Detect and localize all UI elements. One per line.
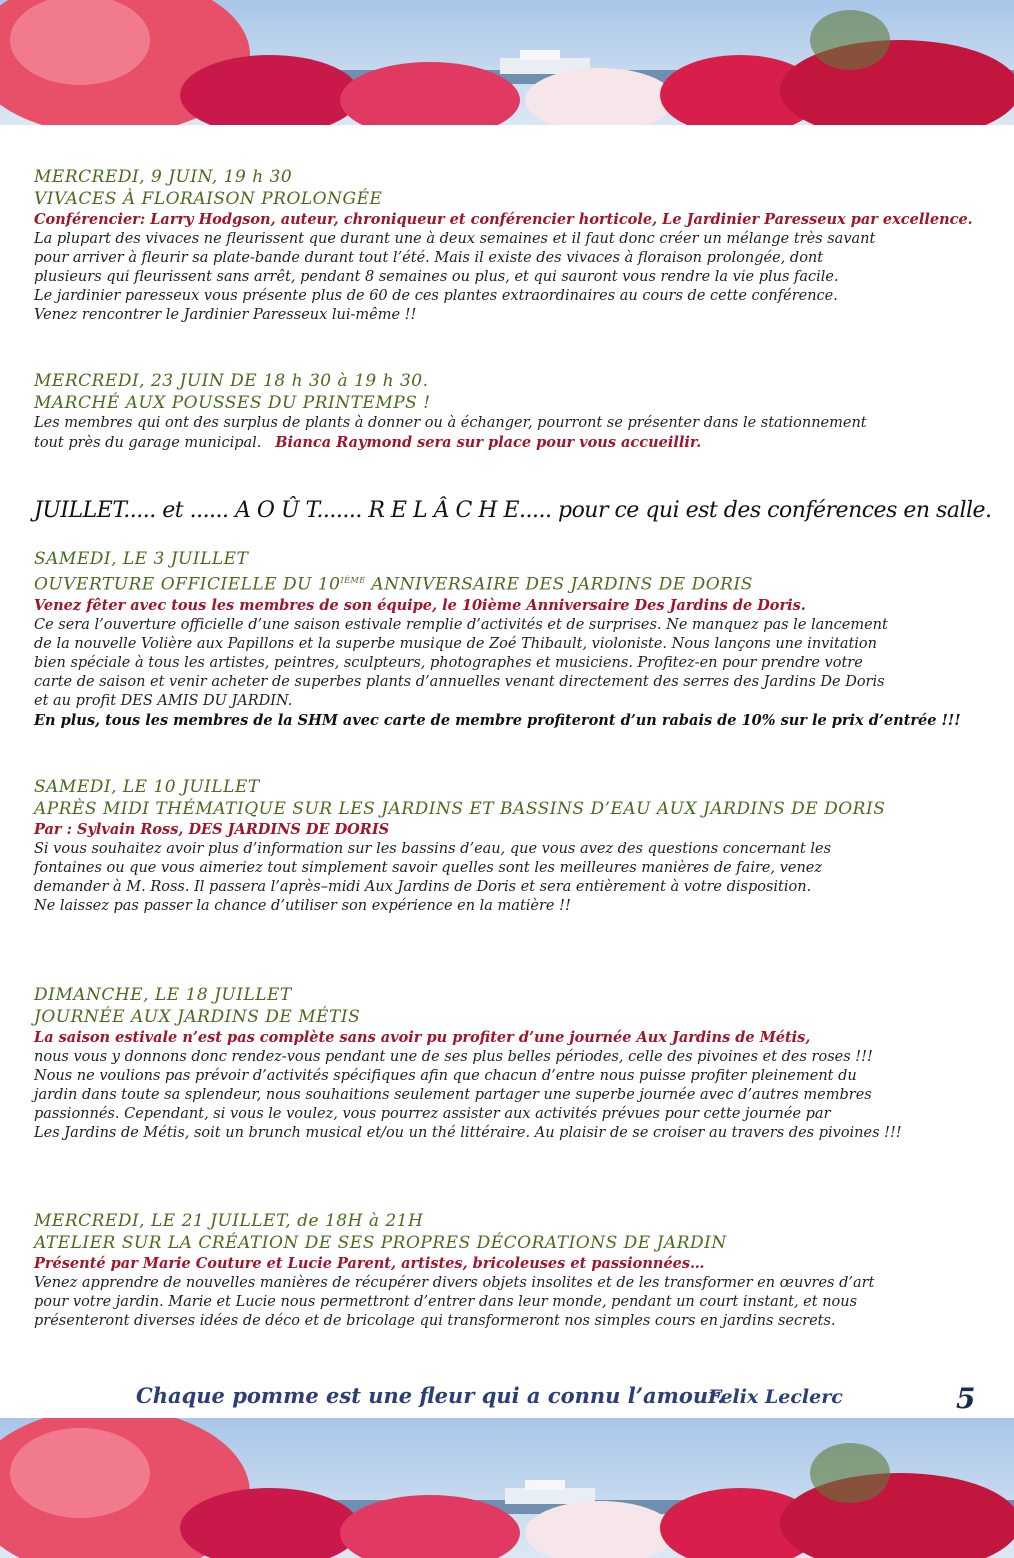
welcome-note: Bianca Raymond sera sur place pour vous accueillir.	[275, 434, 702, 451]
event-block	[34, 984, 984, 1143]
body-line: Ne laissez pas passer la chance d’utiliser son expérience en la matière !!	[34, 898, 571, 914]
event-title: VIVACES À FLORAISON PROLONGÉE	[34, 189, 383, 209]
body-line: Ce sera l’ouverture officielle d’une saison estivale remplie d’activités et de surprises. Ne manquez pas le lancement	[34, 616, 888, 633]
body-line: pour arriver à fleurir sa plate-bande durant tout l’été. Mais il existe des vivaces à floraison prolongée, dont	[34, 250, 824, 266]
event-lead: Venez fêter avec tous les membres de son équipe, le 10ième Anniversaire Des Jardins de Doris.	[34, 596, 806, 614]
event-block	[34, 548, 984, 731]
footer-quote: Chaque pomme est une fleur qui a connu l’amour.	[136, 1383, 725, 1408]
event-title: JOURNÉE AUX JARDINS DE MÉTIS	[34, 1007, 361, 1027]
top-flower-banner	[0, 0, 1014, 125]
event-body	[34, 1048, 984, 1143]
event-date: DIMANCHE, LE 18 JUILLET	[34, 985, 292, 1005]
event-lead: La saison estivale n’est pas complète sans avoir pu profiter d’une journée Aux Jardins de Métis,	[34, 1029, 811, 1046]
event-title: MARCHÉ AUX POUSSES DU PRINTEMPS !	[34, 393, 431, 413]
body-line: Les Jardins de Métis, soit un brunch musical et/ou un thé littéraire. Au plaisir de se croiser au travers des pivoines !!!	[34, 1125, 902, 1141]
body-line: demander à M. Ross. Il passera l’après–midi Aux Jardins de Doris et sera entièrement à votre disposition.	[34, 879, 812, 895]
body-line: fontaines ou que vous aimeriez tout simplement savoir quelles sont les meilleures manières de faire, venez	[34, 860, 823, 876]
event-date: SAMEDI, LE 10 JUILLET	[34, 777, 260, 797]
bottom-flower-banner	[0, 1418, 1014, 1558]
body-line: jardin dans toute sa splendeur, nous souhaitions seulement partager une superbe journée avec d’autres membres	[34, 1087, 872, 1103]
event-lead: Conférencier: Larry Hodgson, auteur, chroniqueur et conférencier horticole, Le Jardinier Paresseux par excellence.	[34, 211, 973, 228]
event-title	[34, 570, 984, 596]
body-line: Les membres qui ont des surplus de plants à donner ou à échanger, pourront se présenter dans le stationnement	[34, 415, 867, 431]
relache-notice: JUILLET..... et ...... A O Û T....... R E L Â C H E..... pour ce qui est des conférences en salle.	[34, 498, 992, 523]
title-part: OUVERTURE OFFICIELLE DU 10	[34, 574, 341, 595]
body-line: pour votre jardin. Marie et Lucie nous permettront d’entrer dans leur monde, pendant un court instant, et nous	[34, 1294, 858, 1310]
event-block	[34, 1210, 984, 1331]
event-block	[34, 370, 984, 453]
event-body	[34, 230, 984, 325]
title-superscript: IÈME	[340, 576, 366, 585]
event-block	[34, 776, 984, 916]
event-body	[34, 414, 984, 453]
event-body	[34, 1274, 984, 1331]
page-number: 5	[956, 1382, 976, 1415]
body-line: présenteront diverses idées de déco et de bricolage qui transformeront nos simples cours en jardins secrets.	[34, 1313, 836, 1329]
body-line: de la nouvelle Volière aux Papillons et la superbe musique de Zoé Thibault, violoniste. Nous lançons une invitation	[34, 635, 877, 652]
body-line	[34, 433, 984, 453]
body-line: Le jardinier paresseux vous présente plus de 60 de ces plantes extraordinaires au cours de cette conférence.	[34, 288, 838, 304]
body-line: Si vous souhaitez avoir plus d’information sur les bassins d’eau, que vous avez des questions concernant les	[34, 841, 832, 857]
event-lead: Présenté par Marie Couture et Lucie Parent, artistes, bricoleuses et passionnées…	[34, 1255, 705, 1272]
body-line: Venez apprendre de nouvelles manières de récupérer divers objets insolites et de les transformer en œuvres d’art	[34, 1275, 875, 1291]
body-line: nous vous y donnons donc rendez-vous pendant une de ses plus belles périodes, celle des pivoines et des roses !!!	[34, 1049, 873, 1065]
event-date: SAMEDI, LE 3 JUILLET	[34, 549, 249, 569]
event-date: MERCREDI, 9 JUIN, 19 h 30	[34, 167, 293, 187]
member-discount: En plus, tous les membres de la SHM avec carte de membre profiteront d’un rabais de 10% sur le prix d’entrée !!!	[34, 711, 961, 729]
event-body	[34, 840, 984, 916]
event-block	[34, 166, 984, 325]
body-line: passionnés. Cependant, si vous le voulez, vous pourrez assister aux activités prévues pour cette journée par	[34, 1106, 831, 1122]
body-line: Venez rencontrer le Jardinier Paresseux lui-même !!	[34, 307, 417, 323]
event-date: MERCREDI, 23 JUIN DE 18 h 30 à 19 h 30.	[34, 371, 429, 391]
event-date: MERCREDI, LE 21 JUILLET, de 18H à 21H	[34, 1211, 424, 1231]
quote-author: Felix Leclerc	[708, 1386, 843, 1408]
body-line: et au profit DES AMIS DU JARDIN.	[34, 692, 293, 709]
body-line: Nous ne voulions pas prévoir d’activités spécifiques afin que chacun d’entre nous puisse profiter pleinement du	[34, 1068, 857, 1084]
body-line-text: tout près du garage municipal.	[34, 435, 262, 451]
body-line: plusieurs qui fleurissent sans arrêt, pendant 8 semaines ou plus, et qui sauront vous rendre la vie plus facile.	[34, 269, 839, 285]
event-lead: Par : Sylvain Ross, DES JARDINS DE DORIS	[34, 821, 390, 838]
title-part: ANNIVERSAIRE DES JARDINS DE DORIS	[365, 574, 753, 595]
body-line: carte de saison et venir acheter de superbes plants d’annuelles venant directement des serres des Jardins De Doris	[34, 673, 885, 690]
body-line: bien spéciale à tous les artistes, peintres, sculpteurs, photographes et musiciens. Profitez-en pour prendre votre	[34, 654, 863, 671]
body-line: La plupart des vivaces ne fleurissent que durant une à deux semaines et il faut donc créer un mélange très savant	[34, 231, 876, 247]
event-title: APRÈS MIDI THÉMATIQUE SUR LES JARDINS ET BASSINS D’EAU AUX JARDINS DE DORIS	[34, 799, 886, 819]
event-title: ATELIER SUR LA CRÉATION DE SES PROPRES DÉCORATIONS DE JARDIN	[34, 1233, 727, 1253]
event-body	[34, 616, 984, 711]
